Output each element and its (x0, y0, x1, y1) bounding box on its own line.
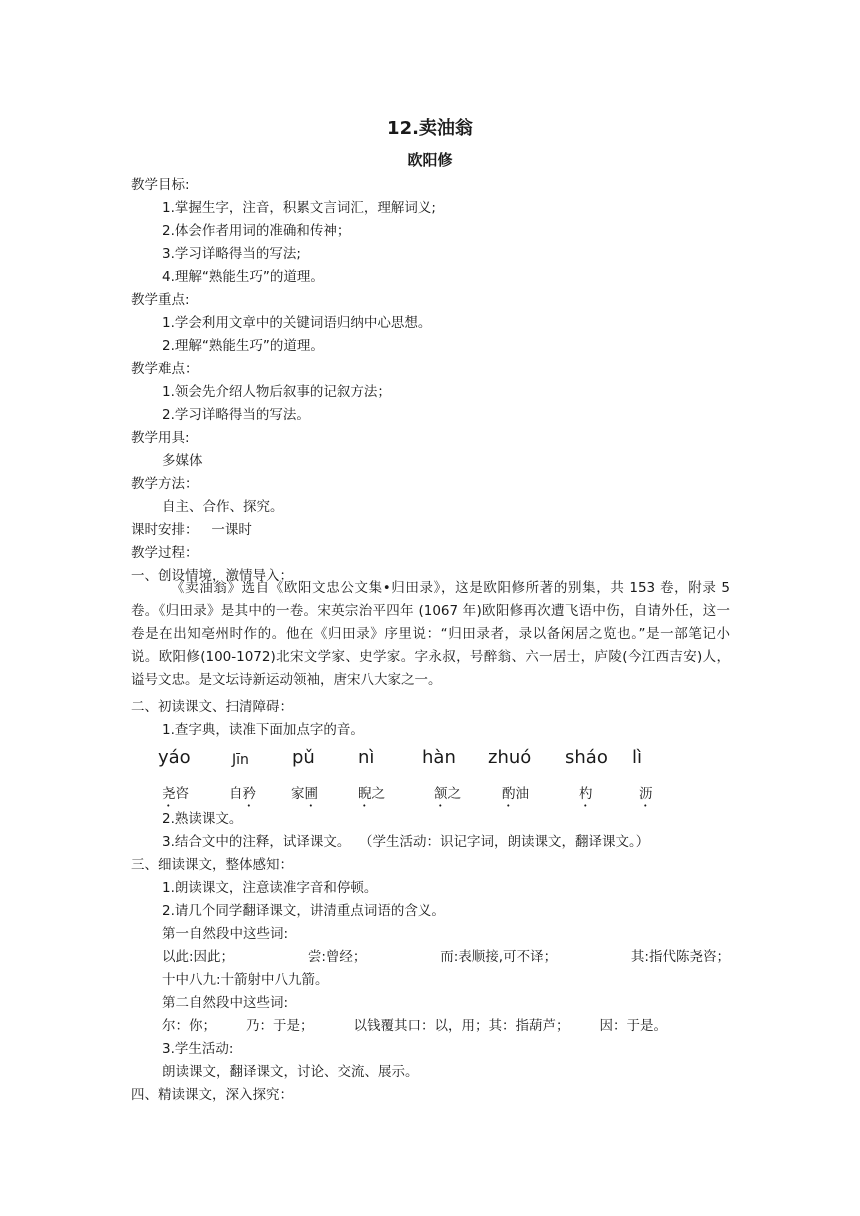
dotted-char: 杓 (579, 786, 593, 802)
term: 乃：于是； (246, 1018, 314, 1034)
difficulty-item: 2.学习详略得当的写法。 (162, 407, 310, 423)
section4-heading: 四、精读课文，深入探究： (131, 1087, 293, 1103)
section3-heading: 三、细读课文，整体感知： (131, 857, 293, 873)
section2-item3: 3.结合文中的注释，试译课文。 （学生活动：识记字词，朗读课文，翻译课文。） (162, 834, 650, 850)
process-heading: 教学过程： (131, 545, 199, 561)
dotted-char: 睨 (358, 786, 372, 802)
author-name: 欧阳修 (407, 151, 453, 169)
dotted-char: 颔 (434, 786, 448, 802)
vocab-word: 尧咨 (162, 786, 189, 802)
methods-value: 自主、合作、探究。 (162, 499, 284, 515)
pinyin-label: pǔ (292, 747, 315, 768)
difficulty-item: 1.领会先介绍人物后叙事的记叙方法； (162, 384, 391, 400)
term: 而:表顺接,可不译； (440, 949, 558, 965)
section3-item3-text: 朗读课文，翻译课文，讨论、交流、展示。 (162, 1064, 419, 1080)
pinyin-label: nì (358, 747, 375, 768)
dotted-char: 沥 (639, 786, 653, 802)
vocab-word (579, 782, 593, 810)
schedule-line: 课时安排： 一课时 (131, 522, 252, 538)
section2-heading: 二、初读课文、扫清障碍： (131, 699, 293, 715)
pinyin-label: sháo (565, 747, 608, 768)
vocab-word (639, 782, 653, 810)
term: 尝:曾经； (307, 949, 367, 965)
objectives-heading: 教学目标: (131, 177, 190, 193)
term: 以此:因此； (162, 949, 235, 965)
objective-item: 4.理解“熟能生巧”的道理。 (162, 269, 324, 285)
term: 尔：你； (162, 1018, 216, 1034)
term: 其:指代陈尧咨； (630, 949, 730, 965)
objective-item: 1.掌握生字，注音，积累文言词汇，理解词义; (162, 200, 436, 216)
section3-item3: 3.学生活动: (162, 1041, 234, 1057)
para1-label: 第一自然段中这些词: (162, 926, 289, 942)
vocab-word: 睨之 (358, 786, 385, 802)
vocab-word: 酌油 (502, 786, 529, 802)
dotted-char: 酌 (502, 786, 516, 802)
pinyin-label: hàn (422, 747, 456, 768)
para1-terms (162, 947, 730, 967)
section1-heading: 一、创设情境，激情导入： (131, 568, 293, 584)
key-points-heading: 教学重点: (131, 292, 190, 308)
objective-item: 3.学习详略得当的写法; (162, 246, 301, 262)
para2-terms (162, 1016, 667, 1036)
vocab-word: 颔之 (434, 786, 461, 802)
tools-heading: 教学用具: (131, 430, 190, 446)
tools-value: 多媒体 (162, 453, 203, 469)
section2-item2: 2.熟读课文。 (162, 811, 243, 827)
lesson-title: 12.卖油翁 (387, 118, 473, 139)
section2-item1: 1.查字典，读准下面加点字的音。 (162, 722, 364, 738)
vocab-word: 自矜 (229, 786, 256, 802)
key-point-item: 1.学会利用文章中的关键词语归纳中心思想。 (162, 315, 432, 331)
para2-label: 第二自然段中这些词: (162, 995, 289, 1011)
methods-heading: 教学方法： (131, 476, 199, 492)
pinyin-label: zhuó (488, 747, 532, 768)
difficulties-heading: 教学难点： (131, 361, 199, 377)
term: 以钱覆其口：以，用；其：指葫芦； (353, 1018, 570, 1034)
objective-item: 2.体会作者用词的准确和传神； (162, 223, 351, 239)
vocab-word: 家圃 (291, 786, 318, 802)
dotted-char: 尧 (162, 786, 176, 802)
dotted-char: 矜 (242, 786, 256, 802)
pinyin-label: Jīn (232, 752, 249, 768)
section3-item1: 1.朗读课文，注意读准字音和停顿。 (162, 880, 378, 896)
key-point-item: 2.理解“熟能生巧”的道理。 (162, 338, 324, 354)
intro-paragraph: 《卖油翁》选自《欧阳文忠公文集•归田录》，这是欧阳修所著的别集，共 153 卷，附录 5 卷。《归田录》是其中的一卷。宋英宗治平四年 (1067 年)欧阳修再次遭飞语中伤，自请外任，这一卷是在出知亳州时作的。他在《归田录》序里说：“归田录者，录以备闲居之览也。”是一部笔记小说。欧阳修(100-1072)北宋文学家、史学家。字永叔，号醉翁、六一居士，庐陵(今江西吉安)人，谥号文忠。是文坛诗新运动领袖，唐宋八大家之一。 (131, 580, 730, 688)
pinyin-label: yáo (158, 747, 191, 768)
para1-continued: 十中八九:十箭射中八九箭。 (162, 972, 329, 988)
dotted-char: 圃 (304, 786, 318, 802)
pinyin-label: lì (632, 747, 643, 768)
term: 因：于是。 (599, 1018, 667, 1034)
section3-item2: 2.请几个同学翻译课文，讲清重点词语的含义。 (162, 903, 445, 919)
